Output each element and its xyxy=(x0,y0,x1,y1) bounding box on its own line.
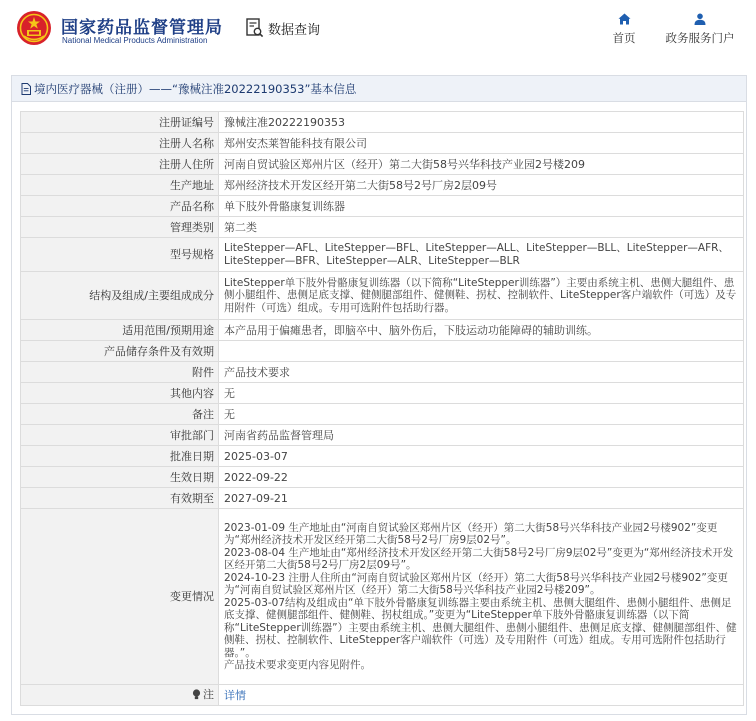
row-label: 产品储存条件及有效期 xyxy=(21,341,219,362)
brand-name-en[interactable]: National Medical Products Administration xyxy=(62,36,208,45)
row-label: 审批部门 xyxy=(21,425,219,446)
document-icon xyxy=(21,83,31,95)
table-row xyxy=(21,175,744,196)
note-label: 注 xyxy=(203,687,214,701)
table-row xyxy=(21,425,744,446)
nav-gov-services-label: 政务服务门户 xyxy=(665,31,735,45)
row-label: 生产地址 xyxy=(21,175,219,196)
row-label: 其他内容 xyxy=(21,383,219,404)
table-row xyxy=(21,404,744,425)
row-label: 产品名称 xyxy=(21,196,219,217)
table-row xyxy=(21,446,744,467)
site-header xyxy=(0,0,756,62)
table-row xyxy=(21,217,744,238)
home-icon xyxy=(618,13,631,25)
registration-info-table xyxy=(20,111,744,706)
user-icon xyxy=(694,13,706,25)
row-label: 注册证编号 xyxy=(21,112,219,133)
row-label xyxy=(21,685,219,706)
row-value: 2022-09-22 xyxy=(219,467,744,488)
row-value: 豫械注准20222190353 xyxy=(219,112,744,133)
table-row xyxy=(21,112,744,133)
row-value: 郑州安杰莱智能科技有限公司 xyxy=(219,133,744,154)
nav-home-label: 首页 xyxy=(612,31,636,45)
row-label: 有效期至 xyxy=(21,488,219,509)
table-row xyxy=(21,383,744,404)
table-row xyxy=(21,362,744,383)
row-value: 河南省药品监督管理局 xyxy=(219,425,744,446)
table-row xyxy=(21,154,744,175)
table-row xyxy=(21,488,744,509)
nav-gov-services[interactable] xyxy=(662,13,738,46)
row-label: 管理类别 xyxy=(21,217,219,238)
panel-title-bar xyxy=(12,76,746,102)
table-row xyxy=(21,685,744,706)
table-row xyxy=(21,272,744,320)
table-row xyxy=(21,196,744,217)
row-label: 生效日期 xyxy=(21,467,219,488)
panel-title: 境内医疗器械（注册）——“豫械注准20222190353”基本信息 xyxy=(34,81,357,96)
row-label: 结构及组成/主要组成成分 xyxy=(21,272,219,320)
table-row xyxy=(21,341,744,362)
table-row xyxy=(21,467,744,488)
row-value: 本产品用于偏瘫患者，即脑卒中、脑外伤后，下肢运动功能障碍的辅助训练。 xyxy=(219,320,744,341)
table-row xyxy=(21,509,744,685)
row-value: 无 xyxy=(219,383,744,404)
row-label: 批准日期 xyxy=(21,446,219,467)
row-value xyxy=(219,685,744,706)
row-label: 变更情况 xyxy=(21,509,219,685)
data-query-label: 数据查询 xyxy=(268,22,321,38)
row-label: 备注 xyxy=(21,404,219,425)
row-value: 2027-09-21 xyxy=(219,488,744,509)
table-row xyxy=(21,133,744,154)
row-value: 郑州经济技术开发区经开第二大街58号2号厂房2层09号 xyxy=(219,175,744,196)
row-value: 无 xyxy=(219,404,744,425)
row-value: LiteStepper—AFL、LiteStepper—BFL、LiteStepper—ALL、LiteStepper—BLL、LiteStepper—AFR、LiteStepper—BFR、LiteStepper—ALR、LiteStepper—BLR xyxy=(219,238,744,272)
change-history xyxy=(219,509,744,685)
detail-panel xyxy=(11,75,747,715)
row-label: 适用范围/预期用途 xyxy=(21,320,219,341)
brand-name-cn[interactable]: 国家药品监督管理局 xyxy=(61,18,223,38)
bulb-icon xyxy=(192,689,201,700)
row-value: 河南自贸试验区郑州片区（经开）第二大街58号兴华科技产业园2号楼209 xyxy=(219,154,744,175)
row-value: 单下肢外骨骼康复训练器 xyxy=(219,196,744,217)
row-value xyxy=(219,341,744,362)
row-value: 第二类 xyxy=(219,217,744,238)
document-search-icon xyxy=(246,18,264,38)
table-row xyxy=(21,238,744,272)
row-label: 附件 xyxy=(21,362,219,383)
row-value: 产品技术要求 xyxy=(219,362,744,383)
row-label: 型号规格 xyxy=(21,238,219,272)
data-query-link[interactable] xyxy=(246,17,320,39)
row-value: 2025-03-07 xyxy=(219,446,744,467)
change-history-text: 2023-01-09 生产地址由“河南自贸试验区郑州片区（经开）第二大街58号兴华科技产业园2号楼902”变更为“郑州经济技术开发区经开第二大街58号2号厂房9层02号”。 2023-08-04 生产地址由“郑州经济技术开发区经开第二大街58号2号厂房9层02号”变更为“郑州经济技术开发区经开第二大街58号2号厂房2层09号”。 2024-10-23 注册人住所由“河南自贸试验区郑州片区（经开）第二大街58号兴华科技产业园2号楼902”变更为“河南自贸试验区郑州片区（经开）第二大街58号兴华科技产业园2号楼209”。 2025-03-07结构及组成由“单下肢外骨骼康复训练器主要由系统主机、患侧大腿组件、患侧小腿组件、患侧足底支撑、健侧腿部组件、健侧鞋、拐杖组成。”变更为“LiteStepper单下肢外骨骼康复训练器（以下简称“LiteStepper训练器”）主要由系统主机、患侧大腿组件、患侧小腿组件、患侧足底支撑、健侧腿部组件、健侧鞋、拐杖、控制软件、LiteStepper客户端软件（可选）及专用附件（可选）组成。专用可选附件包括助行器。”。 产品技术要求变更内容见附件。 xyxy=(224,521,737,671)
table-row xyxy=(21,320,744,341)
row-label: 注册人名称 xyxy=(21,133,219,154)
national-emblem-icon xyxy=(16,10,52,46)
row-value: LiteStepper单下肢外骨骼康复训练器（以下简称“LiteStepper训练器”）主要由系统主机、患侧大腿组件、患侧小腿组件、患侧足底支撑、健侧腿部组件、健侧鞋、拐杖、控制软件、LiteStepper客户端软件（可选）及专用附件（可选）组成。专用可选附件包括助行器。 xyxy=(219,272,744,320)
nav-home[interactable] xyxy=(608,13,640,46)
details-link[interactable]: 详情 xyxy=(224,688,246,702)
row-label: 注册人住所 xyxy=(21,154,219,175)
